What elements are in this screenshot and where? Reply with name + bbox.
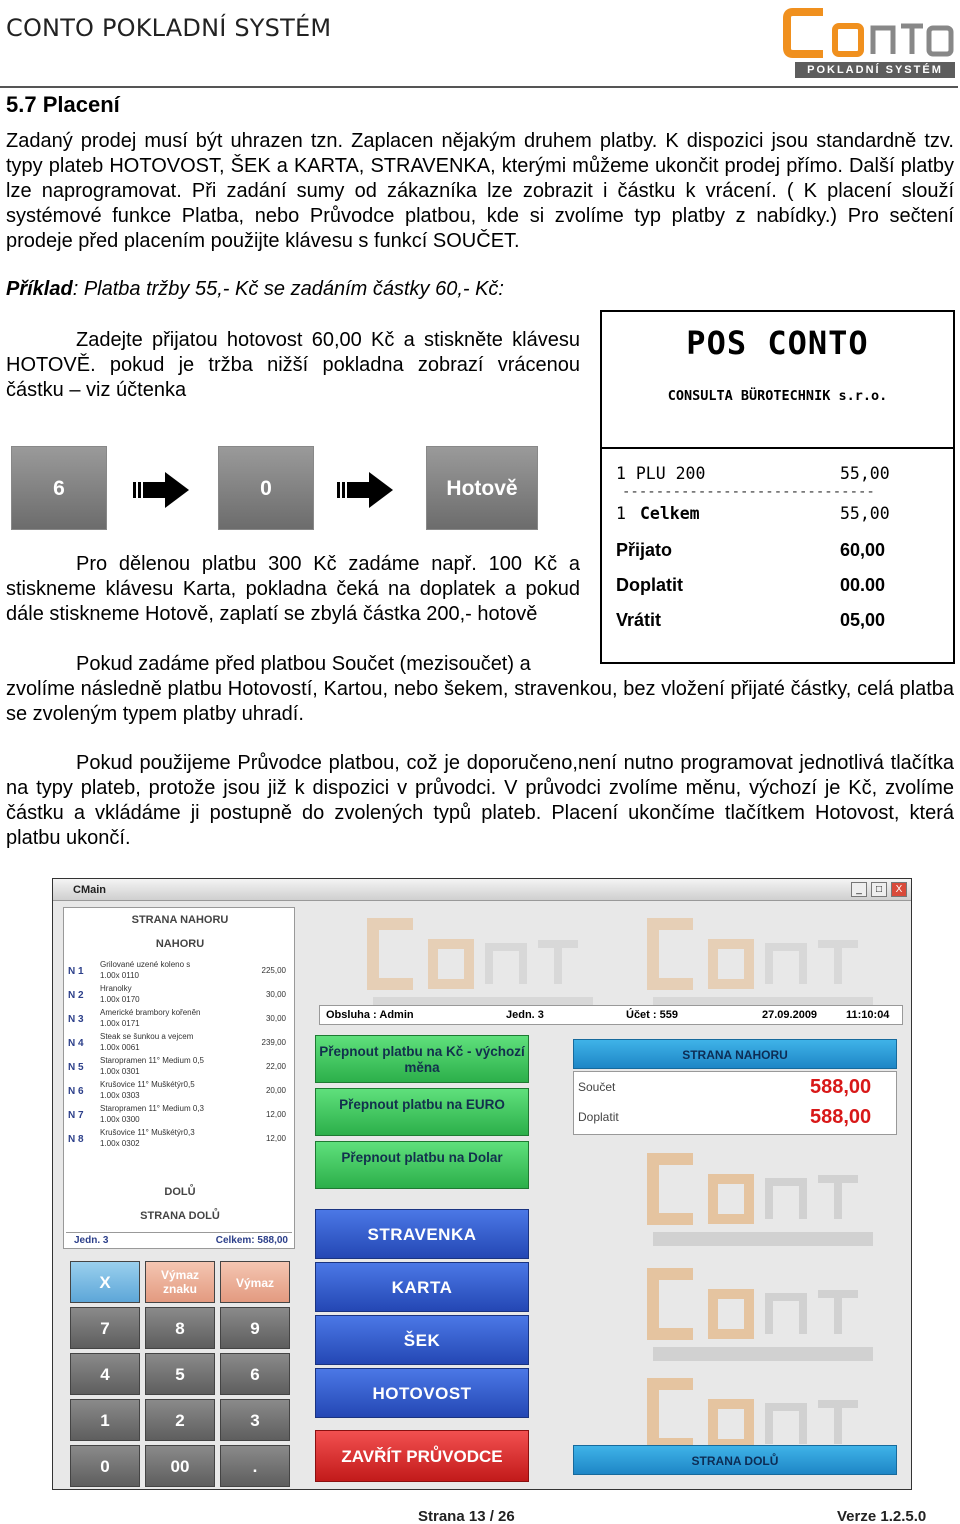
maximize-button[interactable]: □ — [871, 882, 887, 897]
item-price: 12,00 — [265, 1110, 286, 1119]
right-page-down-button[interactable]: STRANA DOLŮ — [573, 1445, 897, 1475]
switch-to-czk-button[interactable]: Přepnout platbu na Kč - výchozí měna — [315, 1035, 529, 1083]
left-down-button[interactable]: DOLŮ — [164, 1186, 196, 1198]
doplatit-label: Doplatit — [578, 1110, 619, 1124]
right-page-up-button[interactable]: STRANA NAHORU — [573, 1039, 897, 1069]
item-name: Krušovice 11° Muškétýr0,5 — [100, 1080, 195, 1089]
receipt-vratit-label: Vrátit — [616, 610, 662, 630]
item-number: N 5 — [68, 1062, 84, 1073]
receipt-vratit-value: 05,00 — [840, 610, 886, 630]
list-item[interactable] — [64, 1056, 296, 1080]
soucet-value: 588,00 — [810, 1076, 872, 1098]
item-number: N 7 — [68, 1110, 84, 1121]
item-price: 30,00 — [265, 990, 286, 999]
watermark-logo-icon — [633, 909, 893, 1019]
close-wizard-button[interactable]: ZAVŘÍT PRŮVODCE — [315, 1430, 529, 1482]
version-label: Verze 1.2.5.0 — [837, 1508, 927, 1524]
list-item[interactable] — [64, 1104, 296, 1128]
subtotal-lead: Pokud zadáme před platbou Součet (mezisoučet) a — [76, 653, 531, 675]
item-number: N 2 — [68, 990, 84, 1001]
info-operator: Obsluha : Admin — [326, 1009, 414, 1021]
numpad-00[interactable]: 00 — [145, 1445, 215, 1487]
item-name: Grilované uzené koleno s — [100, 960, 191, 969]
receipt-line2-right: 55,00 — [840, 504, 890, 523]
info-date: 27.09.2009 — [762, 1009, 818, 1021]
item-qty: 1.00x 0301 — [100, 1067, 140, 1076]
info-time: 11:10:04 — [846, 1009, 890, 1021]
arrow-right-icon — [337, 470, 395, 510]
numpad-delete-button[interactable]: Výmaz — [220, 1261, 290, 1303]
item-qty: 1.00x 0170 — [100, 995, 140, 1004]
stravenka-button[interactable]: STRAVENKA — [315, 1209, 529, 1259]
section-title: 5.7 Placení — [6, 92, 120, 117]
item-number: N 6 — [68, 1086, 84, 1097]
item-name: Staropramen 11° Medium 0,5 — [100, 1056, 204, 1065]
item-name: Staropramen 11° Medium 0,3 — [100, 1104, 204, 1113]
split-payment-text: Pro dělenou platbu 300 Kč zadáme např. 100 Kč a stiskneme klávesu Karta, pokladna čeká na doplatek a pokud dále stiskneme Hotově, zaplatí se zbylá částka 200,- hotově — [6, 553, 580, 625]
subtotal-rest: zvolíme následně platbu Hotovostí, Kartou, nebo šekem, stravenkou, bez vložení přijaté částky, celá platba se zvoleným typem platby uhradí. — [6, 678, 954, 725]
item-qty: 1.00x 0061 — [100, 1043, 140, 1052]
numpad-5[interactable]: 5 — [145, 1353, 215, 1395]
left-footer-count: Jedn. 3 — [74, 1235, 109, 1246]
info-bar — [319, 1005, 903, 1025]
pos-screenshot — [52, 878, 912, 1490]
item-qty: 1.00x 0171 — [100, 1019, 140, 1028]
item-price: 30,00 — [265, 1014, 286, 1023]
item-price: 239,00 — [261, 1038, 286, 1047]
item-price: 12,00 — [265, 1134, 286, 1143]
numpad-4[interactable]: 4 — [70, 1353, 140, 1395]
window-titlebar: CMain — [53, 879, 911, 901]
conto-logo-icon — [783, 6, 955, 62]
item-number: N 8 — [68, 1134, 84, 1145]
receipt-prijato-value: 60,00 — [840, 540, 886, 560]
switch-to-euro-button[interactable]: Přepnout platbu na EURO — [315, 1088, 529, 1136]
receipt-dashes: ------------------------------ — [622, 484, 875, 500]
numpad-0[interactable]: 0 — [70, 1445, 140, 1487]
item-name: Hranolky — [100, 984, 132, 993]
left-page-up-button[interactable]: STRANA NAHORU — [131, 914, 229, 926]
list-item[interactable] — [64, 984, 296, 1008]
item-qty: 1.00x 0303 — [100, 1091, 140, 1100]
numpad-3[interactable]: 3 — [220, 1399, 290, 1441]
info-units: Jedn. 3 — [506, 1009, 544, 1021]
watermark-logo-icon — [633, 1144, 893, 1254]
left-page-down-button[interactable]: STRANA DOLŮ — [140, 1210, 220, 1222]
receipt-line1-right: 55,00 — [840, 464, 890, 483]
item-name: Krušovice 11° Muškétýr0,3 — [100, 1128, 195, 1137]
sek-button[interactable]: ŠEK — [315, 1315, 529, 1365]
document-header-title: CONTO POKLADNÍ SYSTÉM — [6, 14, 332, 42]
numpad-6[interactable]: 6 — [220, 1353, 290, 1395]
switch-to-dollar-button[interactable]: Přepnout platbu na Dolar — [315, 1141, 529, 1189]
receipt — [600, 310, 955, 664]
list-item[interactable] — [64, 1032, 296, 1056]
numpad-1[interactable]: 1 — [70, 1399, 140, 1441]
close-window-button[interactable]: X — [891, 882, 907, 897]
step-paragraph: Zadejte přijatou hotovost 60,00 Kč a stiskněte klávesu HOTOVĚ. pokud je tržba nižší pokladna zobrazí vrácenou částku – viz účtenka — [6, 329, 580, 401]
key-hotove[interactable]: Hotově — [426, 446, 538, 530]
list-item[interactable] — [64, 1080, 296, 1104]
list-item[interactable] — [64, 1008, 296, 1032]
left-footer-total: Celkem: 588,00 — [215, 1235, 288, 1246]
receipt-line2-qty: 1 — [616, 504, 626, 523]
header-divider — [0, 86, 958, 88]
receipt-title: POS CONTO — [686, 324, 869, 362]
list-item[interactable] — [64, 1128, 296, 1152]
item-price: 20,00 — [265, 1086, 286, 1095]
receipt-line1-left: 1 PLU 200 — [616, 464, 706, 483]
subtotal-paragraph — [6, 652, 954, 727]
logo-subtitle: POKLADNÍ SYSTÉM — [795, 62, 955, 78]
numpad-backspace-button[interactable]: Výmaz znaku — [145, 1261, 215, 1303]
left-up-button[interactable]: NAHORU — [155, 938, 205, 950]
numpad-9[interactable]: 9 — [220, 1307, 290, 1349]
soucet-label: Součet — [578, 1080, 616, 1094]
receipt-line2-label: Celkem — [640, 504, 700, 523]
intro-paragraph: Zadaný prodej musí být uhrazen tzn. Zaplacen nějakým druhem platby. K dispozici jsou standardně tzv. typy plateb HOTOVOST, ŠEK a KARTA, STRAVENKA, kterými můžeme ukončit prodej přímo. Další platby lze naprogramovat. Při zadání sumy od zákazníka lze zobrazit i částku k vrácení. ( K placení slouží systémové funkce Platba, nebo Průvodce platbou, kde si zvolíme typ platby z nabídky.) Pro sečtení prodeje před placením použijte klávesu s funkcí SOUČET. — [6, 130, 954, 252]
page-number: Strana 13 / 26 — [418, 1508, 515, 1524]
key-6[interactable]: 6 — [11, 446, 107, 530]
wizard-paragraph: Pokud použijeme Průvodce platbou, což je doporučeno,není nutno programovat jednotlivá tlačítka na typy plateb, protože jsou již k dispozici v průvodci. V průvodci zvolíme měnu, výchozí je Kč, zvolíme částku a vkládáme ji postupně do zvolených typů plateb. Placení ukončíme tlačítkem Hotovost, která platbu ukončí. — [6, 752, 954, 849]
hotovost-button[interactable]: HOTOVOST — [315, 1368, 529, 1418]
conto-logo — [783, 6, 955, 78]
numpad-8[interactable]: 8 — [145, 1307, 215, 1349]
receipt-prijato-label: Přijato — [616, 540, 673, 560]
numpad-clear-button[interactable]: X — [70, 1261, 140, 1303]
arrow-right-icon — [133, 470, 191, 510]
item-qty: 1.00x 0302 — [100, 1139, 140, 1148]
item-name: Americké brambory kořeněn — [100, 1008, 201, 1017]
numpad-decimal[interactable]: . — [220, 1445, 290, 1487]
list-item[interactable] — [64, 960, 296, 984]
numpad-2[interactable]: 2 — [145, 1399, 215, 1441]
karta-button[interactable]: KARTA — [315, 1262, 529, 1312]
info-account: Účet : 559 — [626, 1009, 678, 1021]
item-price: 22,00 — [265, 1062, 286, 1071]
key-0[interactable]: 0 — [218, 446, 314, 530]
watermark-logo-icon — [353, 909, 613, 1019]
item-number: N 3 — [68, 1014, 84, 1025]
example-heading — [6, 278, 504, 301]
item-price: 225,00 — [261, 966, 286, 975]
item-qty: 1.00x 0300 — [100, 1115, 140, 1124]
example-label: Příklad — [6, 278, 73, 300]
item-name: Steak se šunkou a vejcem — [100, 1032, 194, 1041]
order-items-panel — [63, 907, 295, 1249]
left-panel-footer — [66, 1232, 292, 1248]
receipt-divider — [600, 447, 955, 449]
receipt-doplatit-label: Doplatit — [616, 575, 683, 595]
receipt-subtitle: CONSULTA BÜROTECHNIK s.r.o. — [667, 388, 888, 404]
watermark-logo-icon — [633, 1259, 893, 1369]
example-text: : Platba tržby 55,- Kč se zadáním částky 60,- Kč: — [72, 278, 504, 300]
item-number: N 1 — [68, 966, 84, 977]
split-payment-paragraph — [6, 552, 580, 627]
doplatit-value: 588,00 — [810, 1106, 872, 1128]
numpad-7[interactable]: 7 — [70, 1307, 140, 1349]
item-number: N 4 — [68, 1038, 84, 1049]
item-qty: 1.00x 0110 — [100, 971, 139, 980]
receipt-doplatit-value: 00.00 — [840, 575, 886, 595]
minimize-button[interactable]: _ — [851, 882, 867, 897]
totals-panel — [573, 1071, 897, 1135]
